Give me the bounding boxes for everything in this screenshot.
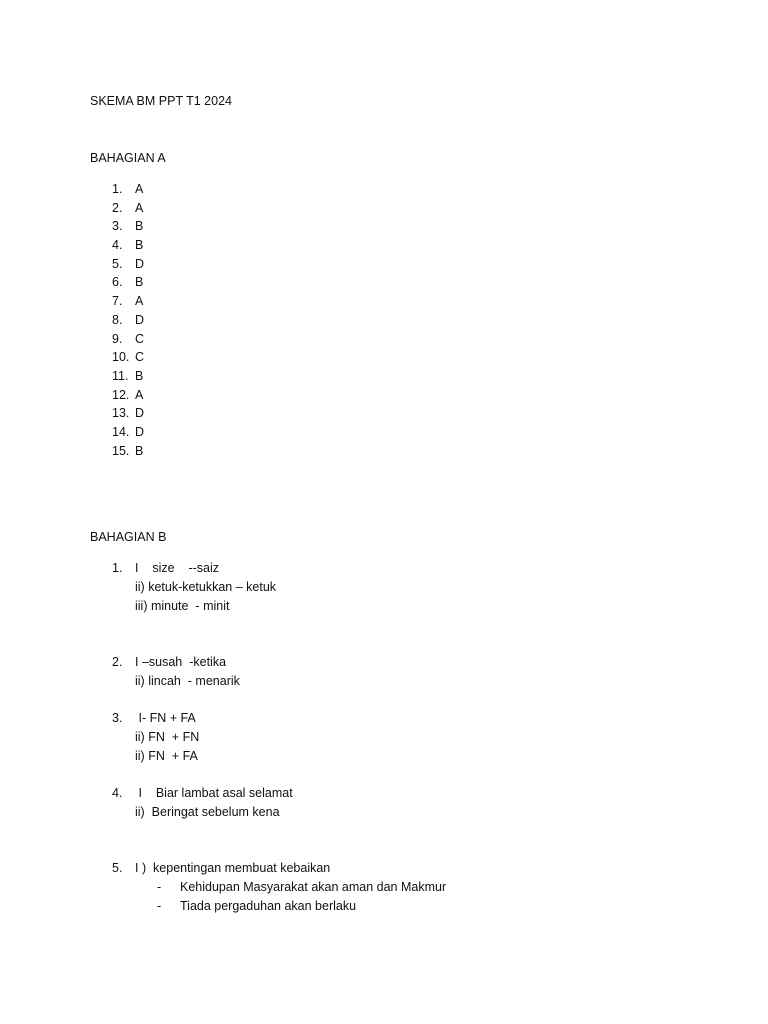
item-number: 3. bbox=[112, 219, 123, 234]
bullet-dash: - bbox=[157, 879, 162, 894]
item-number: 4. bbox=[112, 238, 123, 253]
item-answer: A bbox=[135, 387, 144, 402]
item-number: 10. bbox=[112, 350, 130, 365]
item-answer: D bbox=[135, 406, 145, 421]
item-answer: B bbox=[135, 238, 144, 253]
question-line bbox=[0, 784, 768, 803]
answer-line: ii) lincah - menarik bbox=[135, 673, 240, 688]
item-answer: B bbox=[135, 443, 144, 458]
answer-line: I- FN + FA bbox=[135, 711, 196, 725]
item-number: 7. bbox=[112, 294, 123, 309]
question-number: 4. bbox=[112, 786, 123, 800]
answer-line: ii) FN + FA bbox=[135, 748, 198, 763]
item-answer: B bbox=[135, 368, 144, 383]
bullet-line bbox=[0, 897, 768, 916]
answer-line: I –susah -ketika bbox=[135, 655, 227, 669]
section-b-heading: BAHAGIAN B bbox=[90, 530, 167, 544]
bullet-text: Tiada pergaduhan akan berlaku bbox=[180, 898, 357, 913]
section-b-question-5 bbox=[0, 859, 768, 915]
item-answer: A bbox=[135, 182, 144, 196]
item-number: 15. bbox=[112, 443, 130, 458]
question-number: 5. bbox=[112, 861, 123, 875]
answer-line: I Biar lambat asal selamat bbox=[135, 786, 293, 800]
item-answer: C bbox=[135, 331, 145, 346]
section-a-heading: BAHAGIAN A bbox=[90, 151, 166, 165]
question-line bbox=[0, 728, 768, 747]
bullet-dash: - bbox=[157, 898, 162, 913]
section-b-question-1 bbox=[0, 559, 768, 615]
document-title: SKEMA BM PPT T1 2024 bbox=[90, 94, 232, 108]
item-answer: D bbox=[135, 256, 145, 271]
item-number: 6. bbox=[112, 275, 123, 290]
item-answer: B bbox=[135, 275, 144, 290]
item-answer: D bbox=[135, 424, 145, 439]
item-answer: B bbox=[135, 219, 144, 234]
question-line bbox=[0, 597, 768, 616]
item-answer: A bbox=[135, 200, 144, 215]
answer-line: I size --saiz bbox=[135, 561, 220, 575]
question-line bbox=[0, 747, 768, 766]
item-number: 2. bbox=[112, 200, 123, 215]
item-number: 14. bbox=[112, 424, 130, 439]
item-number: 13. bbox=[112, 406, 130, 421]
answer-line: ii) FN + FN bbox=[135, 729, 200, 744]
section-b-question-4 bbox=[0, 784, 768, 822]
question-line bbox=[0, 859, 768, 878]
item-number: 1. bbox=[112, 182, 123, 196]
item-number: 5. bbox=[112, 256, 123, 271]
question-number: 2. bbox=[112, 655, 123, 669]
question-line bbox=[0, 709, 768, 728]
question-line bbox=[0, 672, 768, 691]
item-answer: C bbox=[135, 350, 145, 365]
question-line bbox=[0, 653, 768, 672]
bullet-line bbox=[0, 878, 768, 897]
answer-line: ii) Beringat sebelum kena bbox=[135, 804, 280, 819]
item-number: 11. bbox=[112, 368, 129, 383]
item-answer: A bbox=[135, 294, 144, 309]
item-number: 9. bbox=[112, 331, 123, 346]
question-line bbox=[0, 803, 768, 822]
question-number: 3. bbox=[112, 711, 123, 725]
item-number: 12. bbox=[112, 387, 130, 402]
answer-line: ii) ketuk-ketukkan – ketuk bbox=[135, 579, 277, 594]
question-number: 1. bbox=[112, 561, 123, 575]
item-number: 8. bbox=[112, 312, 123, 327]
question-line bbox=[0, 578, 768, 597]
bullet-text: Kehidupan Masyarakat akan aman dan Makmur bbox=[180, 879, 447, 894]
answer-line: iii) minute - minit bbox=[135, 598, 230, 613]
question-line bbox=[0, 559, 768, 578]
section-b-question-3 bbox=[0, 709, 768, 765]
item-answer: D bbox=[135, 312, 145, 327]
answer-line: I ) kepentingan membuat kebaikan bbox=[135, 861, 331, 875]
section-b-question-2 bbox=[0, 653, 768, 691]
